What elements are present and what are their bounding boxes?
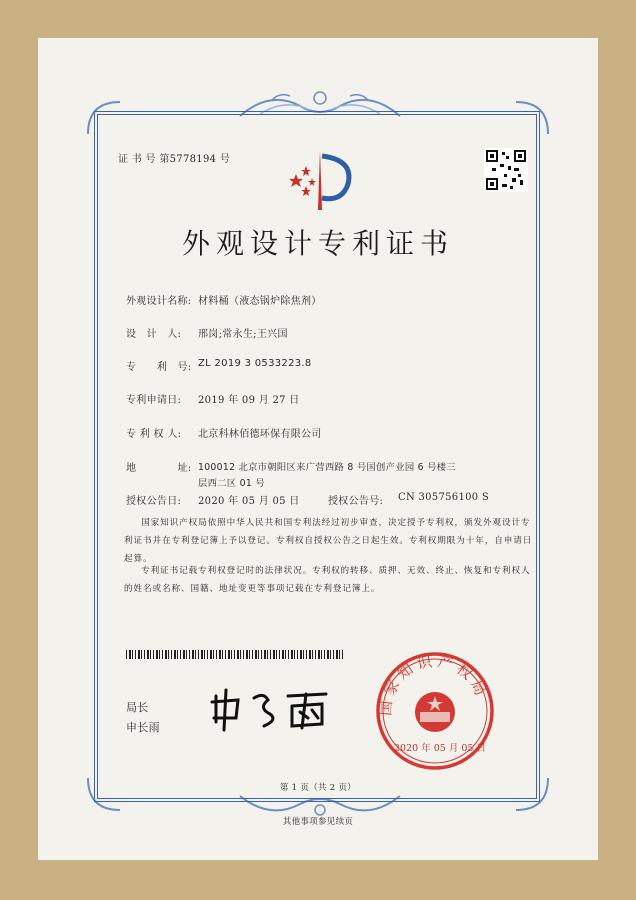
grant-number-value: CN 305756100 S xyxy=(398,492,490,503)
application-date-value: 2019 年 09 月 27 日 xyxy=(198,395,300,406)
designer-value: 邢岗;常永生;王兴国 xyxy=(198,329,288,340)
address-value-line2: 层西二区 01 号 xyxy=(198,478,265,489)
address-value-line1: 100012 北京市朝阳区来广营西路 8 号国创产业园 6 号楼三 xyxy=(198,462,456,473)
application-date-label: 专利申请日: xyxy=(126,395,182,406)
design-name-value: 材料桶（液态锅炉除焦剂） xyxy=(198,296,322,307)
design-name-label: 外观设计名称: xyxy=(126,296,192,307)
grant-number-label: 授权公告号: xyxy=(328,496,384,507)
certificate-number: 证 书 号 第5778194 号 xyxy=(118,154,231,165)
page-indicator: 第 1 页（共 2 页） xyxy=(279,783,357,793)
svg-text:国家知识产权局: 国家知识产权局 xyxy=(376,651,492,717)
footer-note: 其他事项参见续页 xyxy=(282,817,354,827)
qr-code xyxy=(484,148,528,192)
designer-label: 设 计 人: xyxy=(126,329,182,340)
patent-number-value: ZL 2019 3 0533223.8 xyxy=(198,358,312,369)
grant-statement: 国家知识产权局依照中华人民共和国专利法经过初步审查，决定授予专利权，颁发外观设计专利证书并在专利登记簿上予以登记。专利权自授权公告之日起生效。专利权期限为十年，自申请日起算。 xyxy=(124,518,533,564)
signature xyxy=(208,684,338,734)
signer-title: 局长 xyxy=(126,701,149,714)
legal-status-statement: 专利证书记载专利权登记时的法律状况。专利权的转移、质押、无效、终止、恢复和专利权人的姓名或名称、国籍、地址变更等事项记载在专利登记簿上。 xyxy=(124,566,531,594)
stamp-date: 2020 年 05 月 05 日 xyxy=(394,743,486,754)
grant-date-value: 2020 年 05 月 05 日 xyxy=(198,496,300,507)
page-title: 外观设计专利证书 xyxy=(181,227,454,260)
patentee-label: 专 利 权 人: xyxy=(126,429,182,440)
patent-logo-icon xyxy=(282,146,358,216)
signer-name: 申长雨 xyxy=(126,721,160,734)
grant-date-label: 授权公告日: xyxy=(126,496,182,507)
barcode xyxy=(126,650,344,659)
address-label: 地 址: xyxy=(126,463,192,474)
patentee-value: 北京科林佰德环保有限公司 xyxy=(198,429,322,440)
patent-number-label: 专 利 号: xyxy=(126,362,192,373)
